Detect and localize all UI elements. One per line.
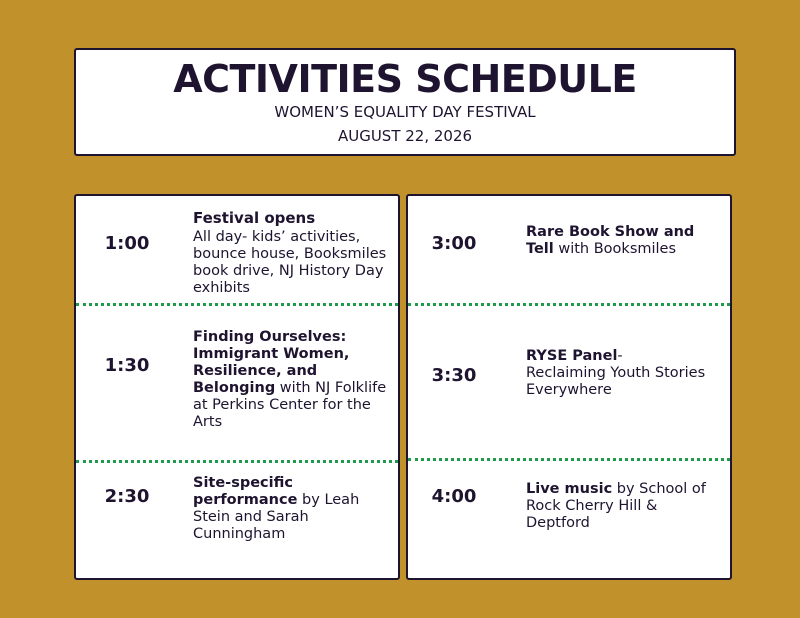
activity-description	[526, 481, 716, 532]
activity-title: Festival opens	[193, 209, 316, 227]
activity-details: by School of Rock Cherry Hill & Deptford	[526, 481, 706, 531]
schedule-header	[74, 48, 736, 156]
schedule-row-4	[408, 196, 730, 304]
time-label: 3:30	[431, 365, 477, 386]
activity-description	[193, 329, 393, 431]
activity-details: by Leah Stein and Sarah Cunningham	[193, 492, 360, 542]
activity-description	[526, 348, 706, 399]
time-label: 1:30	[104, 355, 150, 376]
schedule-row-2	[76, 306, 398, 460]
activity-details: with NJ Folklife at Perkins Center for the Arts	[193, 380, 387, 430]
time-label: 1:00	[104, 233, 150, 254]
schedule-column-right	[406, 194, 732, 580]
activity-title: RYSE Panel	[526, 348, 618, 364]
activity-description	[193, 475, 393, 543]
schedule-column-left	[74, 194, 400, 580]
schedule-row-5	[408, 306, 730, 460]
event-date: AUGUST 22, 2026	[337, 127, 473, 145]
activity-title: Site-specific performance	[193, 475, 298, 508]
activity-details: All day- kids’ activities, bounce house, Booksmiles book drive, NJ History Day exhibits	[193, 229, 387, 296]
activity-description	[526, 224, 706, 258]
activity-description	[193, 210, 393, 297]
page-title: ACTIVITIES SCHEDULE	[173, 57, 637, 101]
activity-title: Finding Ourselves: Immigrant Women, Resilience, and Belonging	[193, 329, 350, 396]
activity-details: with Booksmiles	[553, 241, 677, 257]
schedule-row-1	[76, 196, 398, 304]
event-name: WOMEN’S EQUALITY DAY FESTIVAL	[274, 103, 536, 121]
time-label: 3:00	[431, 233, 477, 254]
activity-title: Live music	[526, 481, 613, 497]
time-label: 2:30	[104, 486, 150, 507]
schedule-row-6	[408, 461, 730, 580]
time-label: 4:00	[431, 486, 477, 507]
schedule-row-3	[76, 463, 398, 580]
activity-details: - Reclaiming Youth Stories Everywhere	[526, 348, 706, 398]
activity-title: Rare Book Show and Tell	[526, 224, 695, 257]
